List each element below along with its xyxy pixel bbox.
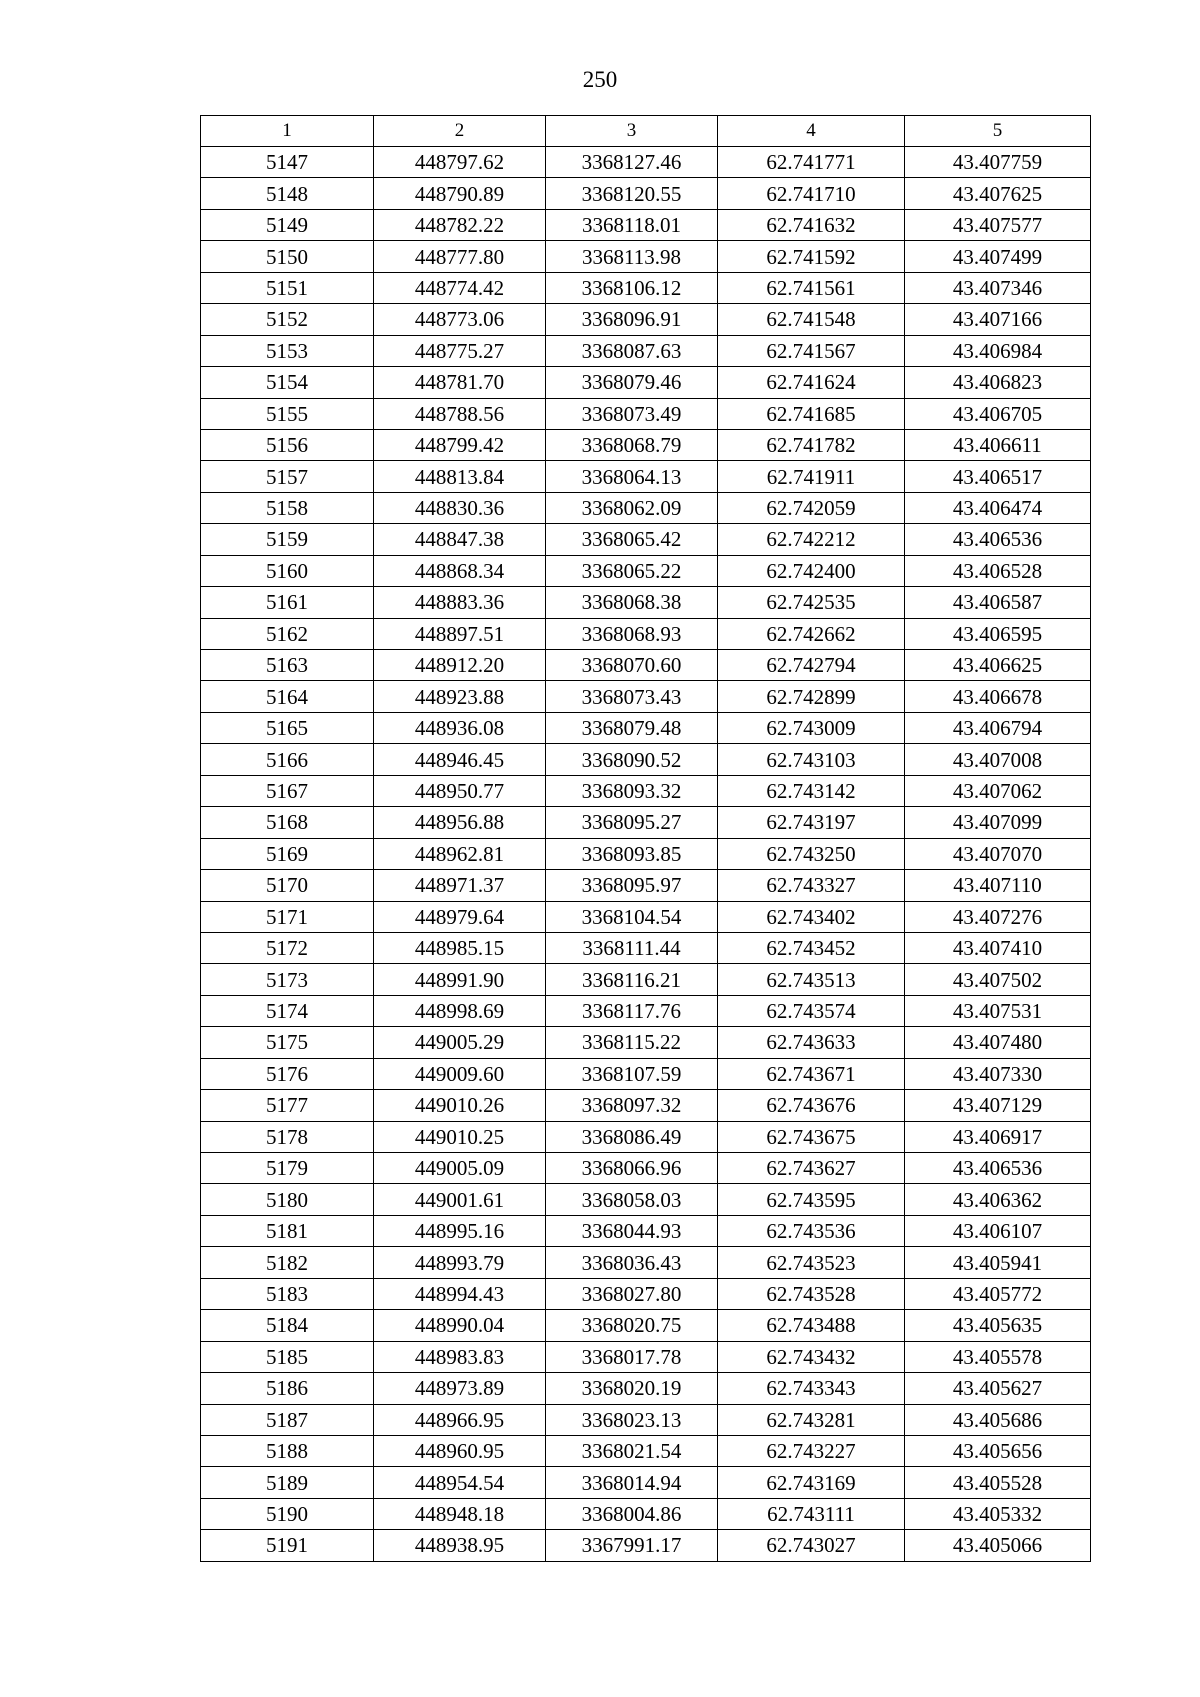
- point-number-cell: 5187: [201, 1404, 374, 1435]
- x-coordinate-cell: 448797.62: [374, 147, 546, 178]
- point-number-cell: 5172: [201, 932, 374, 963]
- page-number: 250: [582, 67, 618, 92]
- longitude-cell: 62.743281: [718, 1404, 905, 1435]
- latitude-cell: 43.406917: [905, 1121, 1091, 1152]
- point-number-cell: 5167: [201, 775, 374, 806]
- x-coordinate-cell: 448990.04: [374, 1310, 546, 1341]
- table-row: [201, 712, 1091, 743]
- x-coordinate-cell: 448777.80: [374, 241, 546, 272]
- y-coordinate-cell: 3368027.80: [546, 1278, 718, 1309]
- latitude-cell: 43.405066: [905, 1530, 1091, 1561]
- point-number-cell: 5177: [201, 1090, 374, 1121]
- column-header-3: 3: [546, 116, 718, 147]
- y-coordinate-cell: 3368020.19: [546, 1373, 718, 1404]
- table-row: [201, 1278, 1091, 1309]
- latitude-cell: 43.405772: [905, 1278, 1091, 1309]
- longitude-cell: 62.742059: [718, 492, 905, 523]
- longitude-cell: 62.741592: [718, 241, 905, 272]
- y-coordinate-cell: 3368070.60: [546, 650, 718, 681]
- table-row: [201, 838, 1091, 869]
- x-coordinate-cell: 448946.45: [374, 744, 546, 775]
- table-row: [201, 1373, 1091, 1404]
- y-coordinate-cell: 3368115.22: [546, 1027, 718, 1058]
- latitude-cell: 43.406536: [905, 524, 1091, 555]
- point-number-cell: 5171: [201, 901, 374, 932]
- y-coordinate-cell: 3368111.44: [546, 932, 718, 963]
- latitude-cell: 43.407759: [905, 147, 1091, 178]
- point-number-cell: 5190: [201, 1498, 374, 1529]
- header-row: [201, 116, 1091, 147]
- y-coordinate-cell: 3368087.63: [546, 335, 718, 366]
- y-coordinate-cell: 3368095.97: [546, 870, 718, 901]
- table-row: [201, 932, 1091, 963]
- x-coordinate-cell: 448912.20: [374, 650, 546, 681]
- x-coordinate-cell: 448971.37: [374, 870, 546, 901]
- column-header-5: 5: [905, 116, 1091, 147]
- point-number-cell: 5191: [201, 1530, 374, 1561]
- y-coordinate-cell: 3368073.49: [546, 398, 718, 429]
- x-coordinate-cell: 448991.90: [374, 964, 546, 995]
- point-number-cell: 5169: [201, 838, 374, 869]
- table-row: [201, 1341, 1091, 1372]
- y-coordinate-cell: 3368106.12: [546, 272, 718, 303]
- y-coordinate-cell: 3368096.91: [546, 304, 718, 335]
- longitude-cell: 62.743676: [718, 1090, 905, 1121]
- y-coordinate-cell: 3368116.21: [546, 964, 718, 995]
- y-coordinate-cell: 3368068.79: [546, 429, 718, 460]
- latitude-cell: 43.406705: [905, 398, 1091, 429]
- x-coordinate-cell: 448923.88: [374, 681, 546, 712]
- x-coordinate-cell: 449005.09: [374, 1153, 546, 1184]
- longitude-cell: 62.741548: [718, 304, 905, 335]
- x-coordinate-cell: 448847.38: [374, 524, 546, 555]
- table-row: [201, 650, 1091, 681]
- point-number-cell: 5184: [201, 1310, 374, 1341]
- latitude-cell: 43.407502: [905, 964, 1091, 995]
- table-row: [201, 492, 1091, 523]
- table-row: [201, 272, 1091, 303]
- y-coordinate-cell: 3368107.59: [546, 1058, 718, 1089]
- point-number-cell: 5148: [201, 178, 374, 209]
- latitude-cell: 43.406823: [905, 367, 1091, 398]
- point-number-cell: 5157: [201, 461, 374, 492]
- latitude-cell: 43.407070: [905, 838, 1091, 869]
- point-number-cell: 5166: [201, 744, 374, 775]
- latitude-cell: 43.406678: [905, 681, 1091, 712]
- x-coordinate-cell: 448773.06: [374, 304, 546, 335]
- table-row: [201, 618, 1091, 649]
- x-coordinate-cell: 448983.83: [374, 1341, 546, 1372]
- y-coordinate-cell: 3368058.03: [546, 1184, 718, 1215]
- longitude-cell: 62.742212: [718, 524, 905, 555]
- table-row: [201, 304, 1091, 335]
- table-row: [201, 1530, 1091, 1561]
- latitude-cell: 43.407346: [905, 272, 1091, 303]
- y-coordinate-cell: 3368120.55: [546, 178, 718, 209]
- longitude-cell: 62.741771: [718, 147, 905, 178]
- latitude-cell: 43.405635: [905, 1310, 1091, 1341]
- x-coordinate-cell: 448998.69: [374, 995, 546, 1026]
- latitude-cell: 43.406984: [905, 335, 1091, 366]
- longitude-cell: 62.742794: [718, 650, 905, 681]
- x-coordinate-cell: 448788.56: [374, 398, 546, 429]
- x-coordinate-cell: 448830.36: [374, 492, 546, 523]
- point-number-cell: 5161: [201, 587, 374, 618]
- longitude-cell: 62.743111: [718, 1498, 905, 1529]
- latitude-cell: 43.406794: [905, 712, 1091, 743]
- column-header-1: 1: [201, 116, 374, 147]
- table-row: [201, 681, 1091, 712]
- y-coordinate-cell: 3368118.01: [546, 209, 718, 240]
- x-coordinate-cell: 448979.64: [374, 901, 546, 932]
- table-row: [201, 870, 1091, 901]
- table-row: [201, 555, 1091, 586]
- latitude-cell: 43.405941: [905, 1247, 1091, 1278]
- longitude-cell: 62.741782: [718, 429, 905, 460]
- longitude-cell: 62.743513: [718, 964, 905, 995]
- longitude-cell: 62.741685: [718, 398, 905, 429]
- table-row: [201, 524, 1091, 555]
- point-number-cell: 5175: [201, 1027, 374, 1058]
- x-coordinate-cell: 448956.88: [374, 807, 546, 838]
- y-coordinate-cell: 3368117.76: [546, 995, 718, 1026]
- x-coordinate-cell: 448782.22: [374, 209, 546, 240]
- table-row: [201, 1404, 1091, 1435]
- point-number-cell: 5173: [201, 964, 374, 995]
- point-number-cell: 5151: [201, 272, 374, 303]
- longitude-cell: 62.743227: [718, 1435, 905, 1466]
- point-number-cell: 5154: [201, 367, 374, 398]
- point-number-cell: 5174: [201, 995, 374, 1026]
- point-number-cell: 5189: [201, 1467, 374, 1498]
- latitude-cell: 43.407276: [905, 901, 1091, 932]
- point-number-cell: 5183: [201, 1278, 374, 1309]
- y-coordinate-cell: 3368073.43: [546, 681, 718, 712]
- latitude-cell: 43.406625: [905, 650, 1091, 681]
- x-coordinate-cell: 448948.18: [374, 1498, 546, 1529]
- table-row: [201, 1121, 1091, 1152]
- point-number-cell: 5159: [201, 524, 374, 555]
- y-coordinate-cell: 3367991.17: [546, 1530, 718, 1561]
- x-coordinate-cell: 448883.36: [374, 587, 546, 618]
- table-row: [201, 1027, 1091, 1058]
- x-coordinate-cell: 448962.81: [374, 838, 546, 869]
- latitude-cell: 43.406528: [905, 555, 1091, 586]
- longitude-cell: 62.743452: [718, 932, 905, 963]
- table-row: [201, 367, 1091, 398]
- y-coordinate-cell: 3368093.85: [546, 838, 718, 869]
- column-header-2: 2: [374, 116, 546, 147]
- latitude-cell: 43.406587: [905, 587, 1091, 618]
- longitude-cell: 62.742662: [718, 618, 905, 649]
- y-coordinate-cell: 3368023.13: [546, 1404, 718, 1435]
- table-row: [201, 1153, 1091, 1184]
- table-body: [201, 147, 1091, 1562]
- longitude-cell: 62.743432: [718, 1341, 905, 1372]
- coordinates-table: [200, 115, 1091, 1562]
- column-header-4: 4: [718, 116, 905, 147]
- y-coordinate-cell: 3368066.96: [546, 1153, 718, 1184]
- table-row: [201, 775, 1091, 806]
- table-row: [201, 995, 1091, 1026]
- point-number-cell: 5186: [201, 1373, 374, 1404]
- latitude-cell: 43.407499: [905, 241, 1091, 272]
- point-number-cell: 5150: [201, 241, 374, 272]
- table-row: [201, 335, 1091, 366]
- longitude-cell: 62.743027: [718, 1530, 905, 1561]
- table-row: [201, 1498, 1091, 1529]
- latitude-cell: 43.407062: [905, 775, 1091, 806]
- longitude-cell: 62.743402: [718, 901, 905, 932]
- table-row: [201, 1058, 1091, 1089]
- y-coordinate-cell: 3368036.43: [546, 1247, 718, 1278]
- x-coordinate-cell: 448995.16: [374, 1215, 546, 1246]
- point-number-cell: 5182: [201, 1247, 374, 1278]
- y-coordinate-cell: 3368068.38: [546, 587, 718, 618]
- x-coordinate-cell: 448775.27: [374, 335, 546, 366]
- table-row: [201, 1247, 1091, 1278]
- x-coordinate-cell: 448813.84: [374, 461, 546, 492]
- y-coordinate-cell: 3368004.86: [546, 1498, 718, 1529]
- table-row: [201, 807, 1091, 838]
- table-row: [201, 1467, 1091, 1498]
- y-coordinate-cell: 3368079.48: [546, 712, 718, 743]
- table-row: [201, 1184, 1091, 1215]
- longitude-cell: 62.743327: [718, 870, 905, 901]
- longitude-cell: 62.743675: [718, 1121, 905, 1152]
- y-coordinate-cell: 3368079.46: [546, 367, 718, 398]
- point-number-cell: 5158: [201, 492, 374, 523]
- y-coordinate-cell: 3368086.49: [546, 1121, 718, 1152]
- x-coordinate-cell: 448950.77: [374, 775, 546, 806]
- y-coordinate-cell: 3368064.13: [546, 461, 718, 492]
- latitude-cell: 43.406595: [905, 618, 1091, 649]
- x-coordinate-cell: 448954.54: [374, 1467, 546, 1498]
- latitude-cell: 43.407129: [905, 1090, 1091, 1121]
- point-number-cell: 5178: [201, 1121, 374, 1152]
- longitude-cell: 62.743343: [718, 1373, 905, 1404]
- x-coordinate-cell: 449005.29: [374, 1027, 546, 1058]
- longitude-cell: 62.742899: [718, 681, 905, 712]
- y-coordinate-cell: 3368044.93: [546, 1215, 718, 1246]
- x-coordinate-cell: 448774.42: [374, 272, 546, 303]
- x-coordinate-cell: 448994.43: [374, 1278, 546, 1309]
- x-coordinate-cell: 448993.79: [374, 1247, 546, 1278]
- table-row: [201, 429, 1091, 460]
- y-coordinate-cell: 3368065.22: [546, 555, 718, 586]
- latitude-cell: 43.406362: [905, 1184, 1091, 1215]
- y-coordinate-cell: 3368104.54: [546, 901, 718, 932]
- latitude-cell: 43.407480: [905, 1027, 1091, 1058]
- longitude-cell: 62.741632: [718, 209, 905, 240]
- x-coordinate-cell: 449010.26: [374, 1090, 546, 1121]
- longitude-cell: 62.743103: [718, 744, 905, 775]
- table-row: [201, 1215, 1091, 1246]
- latitude-cell: 43.405627: [905, 1373, 1091, 1404]
- point-number-cell: 5168: [201, 807, 374, 838]
- y-coordinate-cell: 3368017.78: [546, 1341, 718, 1372]
- latitude-cell: 43.405656: [905, 1435, 1091, 1466]
- x-coordinate-cell: 448938.95: [374, 1530, 546, 1561]
- x-coordinate-cell: 448868.34: [374, 555, 546, 586]
- table-row: [201, 461, 1091, 492]
- point-number-cell: 5160: [201, 555, 374, 586]
- longitude-cell: 62.741567: [718, 335, 905, 366]
- table-row: [201, 964, 1091, 995]
- latitude-cell: 43.405578: [905, 1341, 1091, 1372]
- point-number-cell: 5156: [201, 429, 374, 460]
- latitude-cell: 43.406611: [905, 429, 1091, 460]
- latitude-cell: 43.407099: [905, 807, 1091, 838]
- table-row: [201, 147, 1091, 178]
- table-row: [201, 178, 1091, 209]
- longitude-cell: 62.741710: [718, 178, 905, 209]
- longitude-cell: 62.743488: [718, 1310, 905, 1341]
- y-coordinate-cell: 3368113.98: [546, 241, 718, 272]
- latitude-cell: 43.405332: [905, 1498, 1091, 1529]
- longitude-cell: 62.743528: [718, 1278, 905, 1309]
- x-coordinate-cell: 448790.89: [374, 178, 546, 209]
- longitude-cell: 62.743574: [718, 995, 905, 1026]
- point-number-cell: 5170: [201, 870, 374, 901]
- table-row: [201, 744, 1091, 775]
- table-header: [201, 116, 1091, 147]
- longitude-cell: 62.743142: [718, 775, 905, 806]
- y-coordinate-cell: 3368062.09: [546, 492, 718, 523]
- y-coordinate-cell: 3368021.54: [546, 1435, 718, 1466]
- point-number-cell: 5155: [201, 398, 374, 429]
- x-coordinate-cell: 449009.60: [374, 1058, 546, 1089]
- latitude-cell: 43.407531: [905, 995, 1091, 1026]
- y-coordinate-cell: 3368065.42: [546, 524, 718, 555]
- table-row: [201, 1090, 1091, 1121]
- longitude-cell: 62.743009: [718, 712, 905, 743]
- x-coordinate-cell: 448985.15: [374, 932, 546, 963]
- latitude-cell: 43.405686: [905, 1404, 1091, 1435]
- table-row: [201, 241, 1091, 272]
- point-number-cell: 5147: [201, 147, 374, 178]
- point-number-cell: 5185: [201, 1341, 374, 1372]
- latitude-cell: 43.405528: [905, 1467, 1091, 1498]
- x-coordinate-cell: 449001.61: [374, 1184, 546, 1215]
- x-coordinate-cell: 448936.08: [374, 712, 546, 743]
- table-row: [201, 1435, 1091, 1466]
- y-coordinate-cell: 3368127.46: [546, 147, 718, 178]
- table-row: [201, 587, 1091, 618]
- point-number-cell: 5180: [201, 1184, 374, 1215]
- latitude-cell: 43.407577: [905, 209, 1091, 240]
- table-row: [201, 1310, 1091, 1341]
- latitude-cell: 43.407330: [905, 1058, 1091, 1089]
- longitude-cell: 62.743250: [718, 838, 905, 869]
- longitude-cell: 62.743523: [718, 1247, 905, 1278]
- longitude-cell: 62.741624: [718, 367, 905, 398]
- x-coordinate-cell: 448973.89: [374, 1373, 546, 1404]
- x-coordinate-cell: 448966.95: [374, 1404, 546, 1435]
- point-number-cell: 5149: [201, 209, 374, 240]
- longitude-cell: 62.743197: [718, 807, 905, 838]
- longitude-cell: 62.743633: [718, 1027, 905, 1058]
- longitude-cell: 62.743627: [718, 1153, 905, 1184]
- latitude-cell: 43.406536: [905, 1153, 1091, 1184]
- longitude-cell: 62.741911: [718, 461, 905, 492]
- point-number-cell: 5162: [201, 618, 374, 649]
- x-coordinate-cell: 448781.70: [374, 367, 546, 398]
- latitude-cell: 43.407008: [905, 744, 1091, 775]
- point-number-cell: 5152: [201, 304, 374, 335]
- latitude-cell: 43.407410: [905, 932, 1091, 963]
- point-number-cell: 5165: [201, 712, 374, 743]
- latitude-cell: 43.406517: [905, 461, 1091, 492]
- point-number-cell: 5176: [201, 1058, 374, 1089]
- point-number-cell: 5181: [201, 1215, 374, 1246]
- x-coordinate-cell: 448799.42: [374, 429, 546, 460]
- point-number-cell: 5153: [201, 335, 374, 366]
- y-coordinate-cell: 3368097.32: [546, 1090, 718, 1121]
- y-coordinate-cell: 3368090.52: [546, 744, 718, 775]
- longitude-cell: 62.742535: [718, 587, 905, 618]
- table-row: [201, 398, 1091, 429]
- y-coordinate-cell: 3368093.32: [546, 775, 718, 806]
- longitude-cell: 62.742400: [718, 555, 905, 586]
- point-number-cell: 5188: [201, 1435, 374, 1466]
- table-row: [201, 209, 1091, 240]
- point-number-cell: 5179: [201, 1153, 374, 1184]
- y-coordinate-cell: 3368014.94: [546, 1467, 718, 1498]
- point-number-cell: 5163: [201, 650, 374, 681]
- latitude-cell: 43.407166: [905, 304, 1091, 335]
- longitude-cell: 62.743671: [718, 1058, 905, 1089]
- latitude-cell: 43.406107: [905, 1215, 1091, 1246]
- longitude-cell: 62.743536: [718, 1215, 905, 1246]
- x-coordinate-cell: 448897.51: [374, 618, 546, 649]
- longitude-cell: 62.743169: [718, 1467, 905, 1498]
- y-coordinate-cell: 3368095.27: [546, 807, 718, 838]
- point-number-cell: 5164: [201, 681, 374, 712]
- longitude-cell: 62.741561: [718, 272, 905, 303]
- latitude-cell: 43.407110: [905, 870, 1091, 901]
- latitude-cell: 43.407625: [905, 178, 1091, 209]
- y-coordinate-cell: 3368068.93: [546, 618, 718, 649]
- longitude-cell: 62.743595: [718, 1184, 905, 1215]
- latitude-cell: 43.406474: [905, 492, 1091, 523]
- x-coordinate-cell: 448960.95: [374, 1435, 546, 1466]
- table-row: [201, 901, 1091, 932]
- x-coordinate-cell: 449010.25: [374, 1121, 546, 1152]
- y-coordinate-cell: 3368020.75: [546, 1310, 718, 1341]
